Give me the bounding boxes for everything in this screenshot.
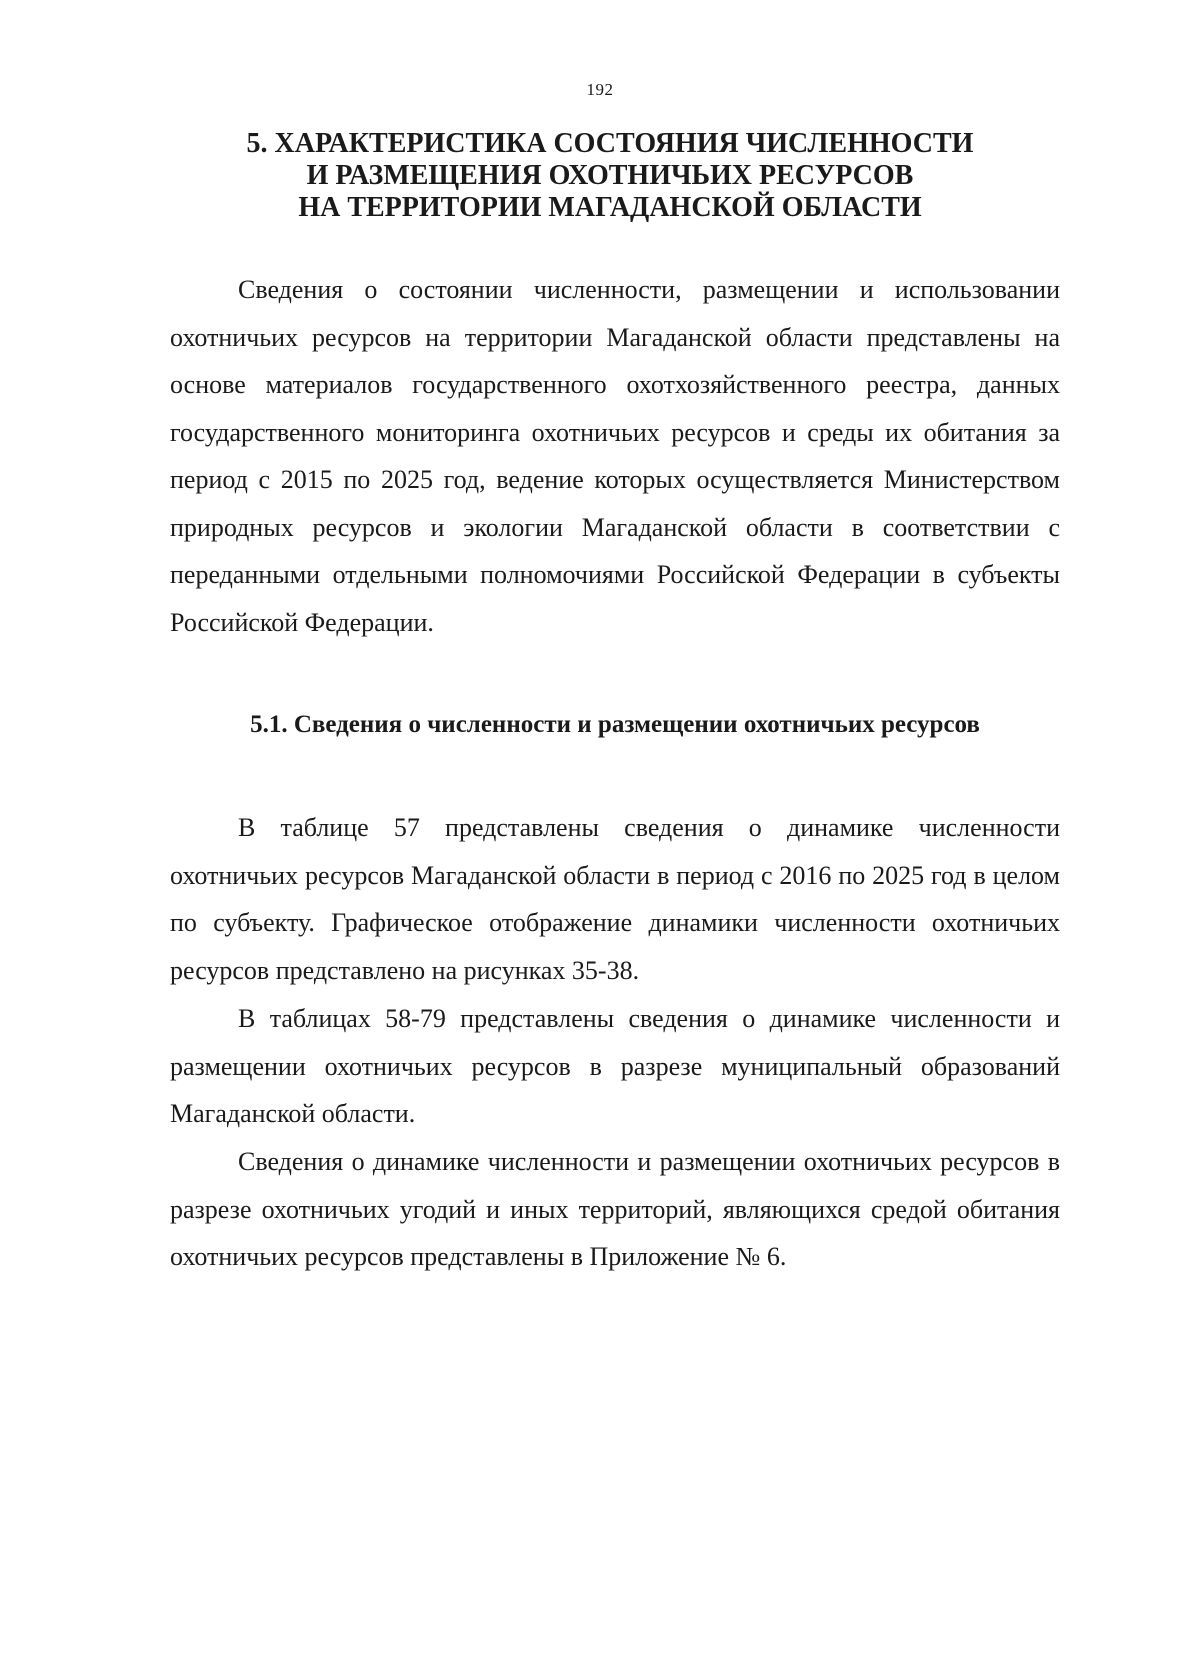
page-number: 192 (586, 80, 614, 99)
section-paragraph-1: В таблице 57 представлены сведения о динамике численности охотничьих ресурсов Магаданской области в период с 2016 по 2025 год в целом по субъекту. Графическое отображение динамики численности охотничьих ресурсов представлено на рисунках 35-38. (170, 813, 1060, 985)
chapter-title-line-1: 5. ХАРАКТЕРИСТИКА СОСТОЯНИЯ ЧИСЛЕННОСТИ (246, 128, 974, 159)
chapter-title-line-2: И РАЗМЕЩЕНИЯ ОХОТНИЧЬИХ РЕСУРСОВ (306, 160, 914, 191)
section-paragraph-2: В таблицах 58-79 представлены сведения о динамике численности и размещении охотничьих ресурсов в разрезе муниципальный образований Магаданской области. (170, 1004, 1060, 1128)
chapter-title (160, 128, 1060, 224)
intro-paragraph: Сведения о состоянии численности, размещении и использовании охотничьих ресурсов на территории Магаданской области представлены на основе материалов государственного охотхозяйственного реестра, данных государственного мониторинга охотничьих ресурсов и среды их обитания за период с 2015 по 2025 год, ведение которых осуществляется Министерством природных ресурсов и экологии Магаданской области в соответствии с переданными отдельными полномочиями Российской Федерации в субъекты Российской Федерации. (170, 275, 1060, 637)
section-paragraph-3: Сведения о динамике численности и размещении охотничьих ресурсов в разрезе охотничьих угодий и иных территорий, являющихся средой обитания охотничьих ресурсов представлены в Приложение № 6. (170, 1147, 1060, 1271)
section-heading: 5.1. Сведения о численности и размещении охотничьих ресурсов (250, 711, 980, 738)
chapter-title-line-3: НА ТЕРРИТОРИИ МАГАДАНСКОЙ ОБЛАСТИ (298, 192, 922, 223)
